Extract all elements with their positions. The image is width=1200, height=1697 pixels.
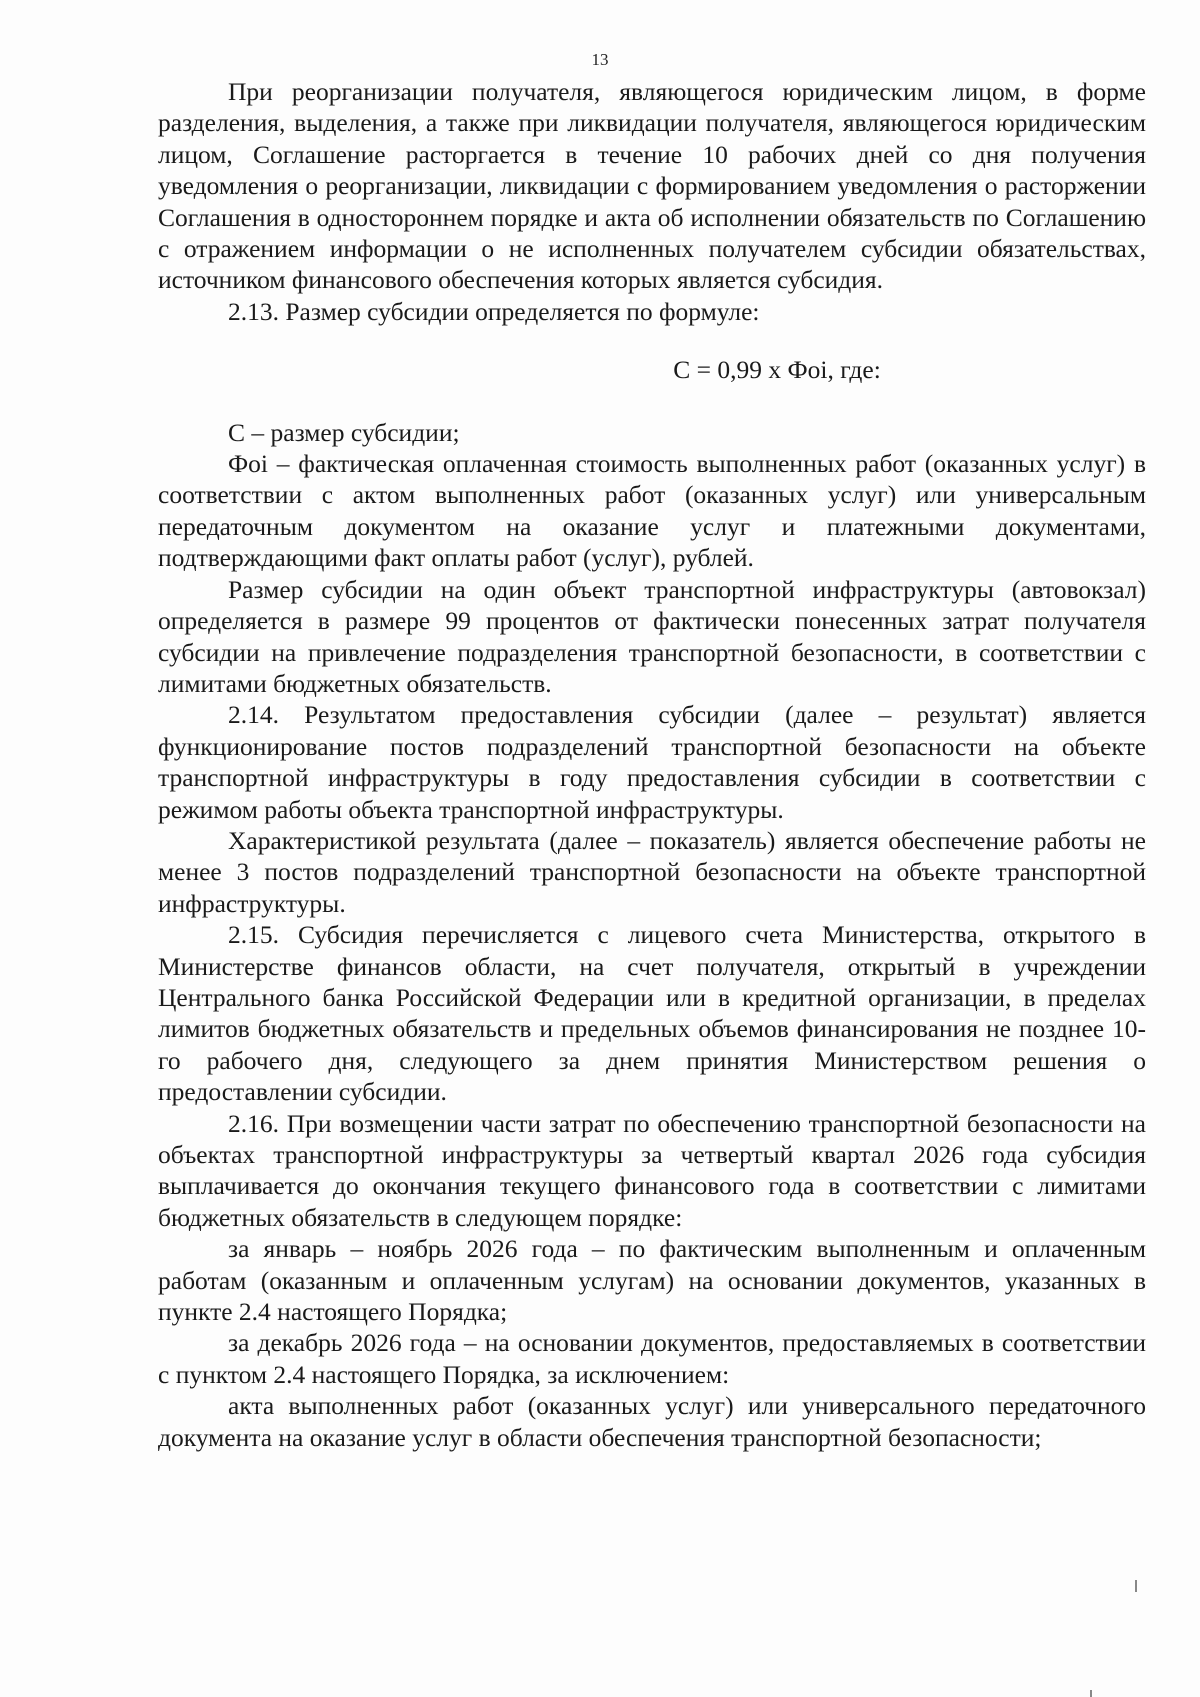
paragraph-reorganization: При реорганизации получателя, являющегося юридическим лицом, в форме разделения, выделения, а также при ликвидации получателя, являющегося юридическим лицом, Соглашение расторгается в течение 10 рабочих дней со дня получения уведомления о реорганизации, ликвидации с формированием уведомления о расторжении Соглашения в одностороннем порядке и акта об исполнении обязательств по Соглашению с отражением информации о не исполненных получателем субсидии обязательствах, источником финансового обеспечения которых является субсидия. (158, 77, 1146, 295)
paragraph-act-exception: акта выполненных работ (оказанных услуг) или универсального передаточного документа на оказание услуг в области обеспечения транспортной безопасности; (158, 1391, 1146, 1452)
scan-edge-mark (1090, 1690, 1092, 1697)
paragraph-2-14: 2.14. Результатом предоставления субсидии (далее – результат) является функционирование постов подразделений транспортной безопасности на объекте транспортной инфраструктуры в году предоставления субсидии в соответствии с режимом работы объекта транспортной инфраструктуры. (158, 700, 1146, 824)
paragraph-december: за декабрь 2026 года – на основании документов, предоставляемых в соответствии с пунктом 2.4 настоящего Порядка, за исключением: (158, 1328, 1146, 1389)
paragraph-2-13: 2.13. Размер субсидии определяется по формуле: (228, 296, 760, 326)
definition-foi: Фоi – фактическая оплаченная стоимость выполненных работ (оказанных услуг) в соответствии с актом выполненных работ (оказанных услуг) или универсальным передаточным документом на оказание услуг и платежными документами, подтверждающими факт оплаты работ (услуг), рублей. (158, 449, 1146, 573)
subsidy-formula: С = 0,99 х Фоi, где: (673, 355, 881, 385)
document-body (158, 76, 1146, 1453)
paragraph-2-15: 2.15. Субсидия перечисляется с лицевого счета Министерства, открытого в Министерстве финансов области, на счет получателя, открытый в учреждении Центрального банка Российской Федерации или в кредитной организации, в пределах лимитов бюджетных обязательств и предельных объемов финансирования не позднее 10-го рабочего дня, следующего за днем принятия Министерством решения о предоставлении субсидии. (158, 920, 1146, 1107)
paragraph-jan-nov: за январь – ноябрь 2026 года – по фактическим выполненным и оплаченным работам (оказанным и оплаченным услугам) на основании документов, указанных в пункте 2.4 настоящего Порядка; (158, 1234, 1146, 1327)
paragraph-2-16: 2.16. При возмещении части затрат по обеспечению транспортной безопасности на объектах транспортной инфраструктуры за четвертый квартал 2026 года субсидия выплачивается до окончания текущего финансового года в соответствии с лимитами бюджетных обязательств в следующем порядке: (158, 1108, 1146, 1232)
scan-edge-mark (1135, 1580, 1137, 1592)
paragraph-indicator: Характеристикой результата (далее – показатель) является обеспечение работы не менее 3 постов подразделений транспортной безопасности на объекте транспортной инфраструктуры. (158, 825, 1146, 918)
definition-c: С – размер субсидии; (228, 417, 460, 447)
page-number: 13 (591, 50, 609, 69)
paragraph-subsidy-size: Размер субсидии на один объект транспортной инфраструктуры (автовокзал) определяется в размере 99 процентов от фактически понесенных затрат получателя субсидии на привлечение подразделения транспортной безопасности, в соответствии с лимитами бюджетных обязательств. (158, 574, 1146, 698)
